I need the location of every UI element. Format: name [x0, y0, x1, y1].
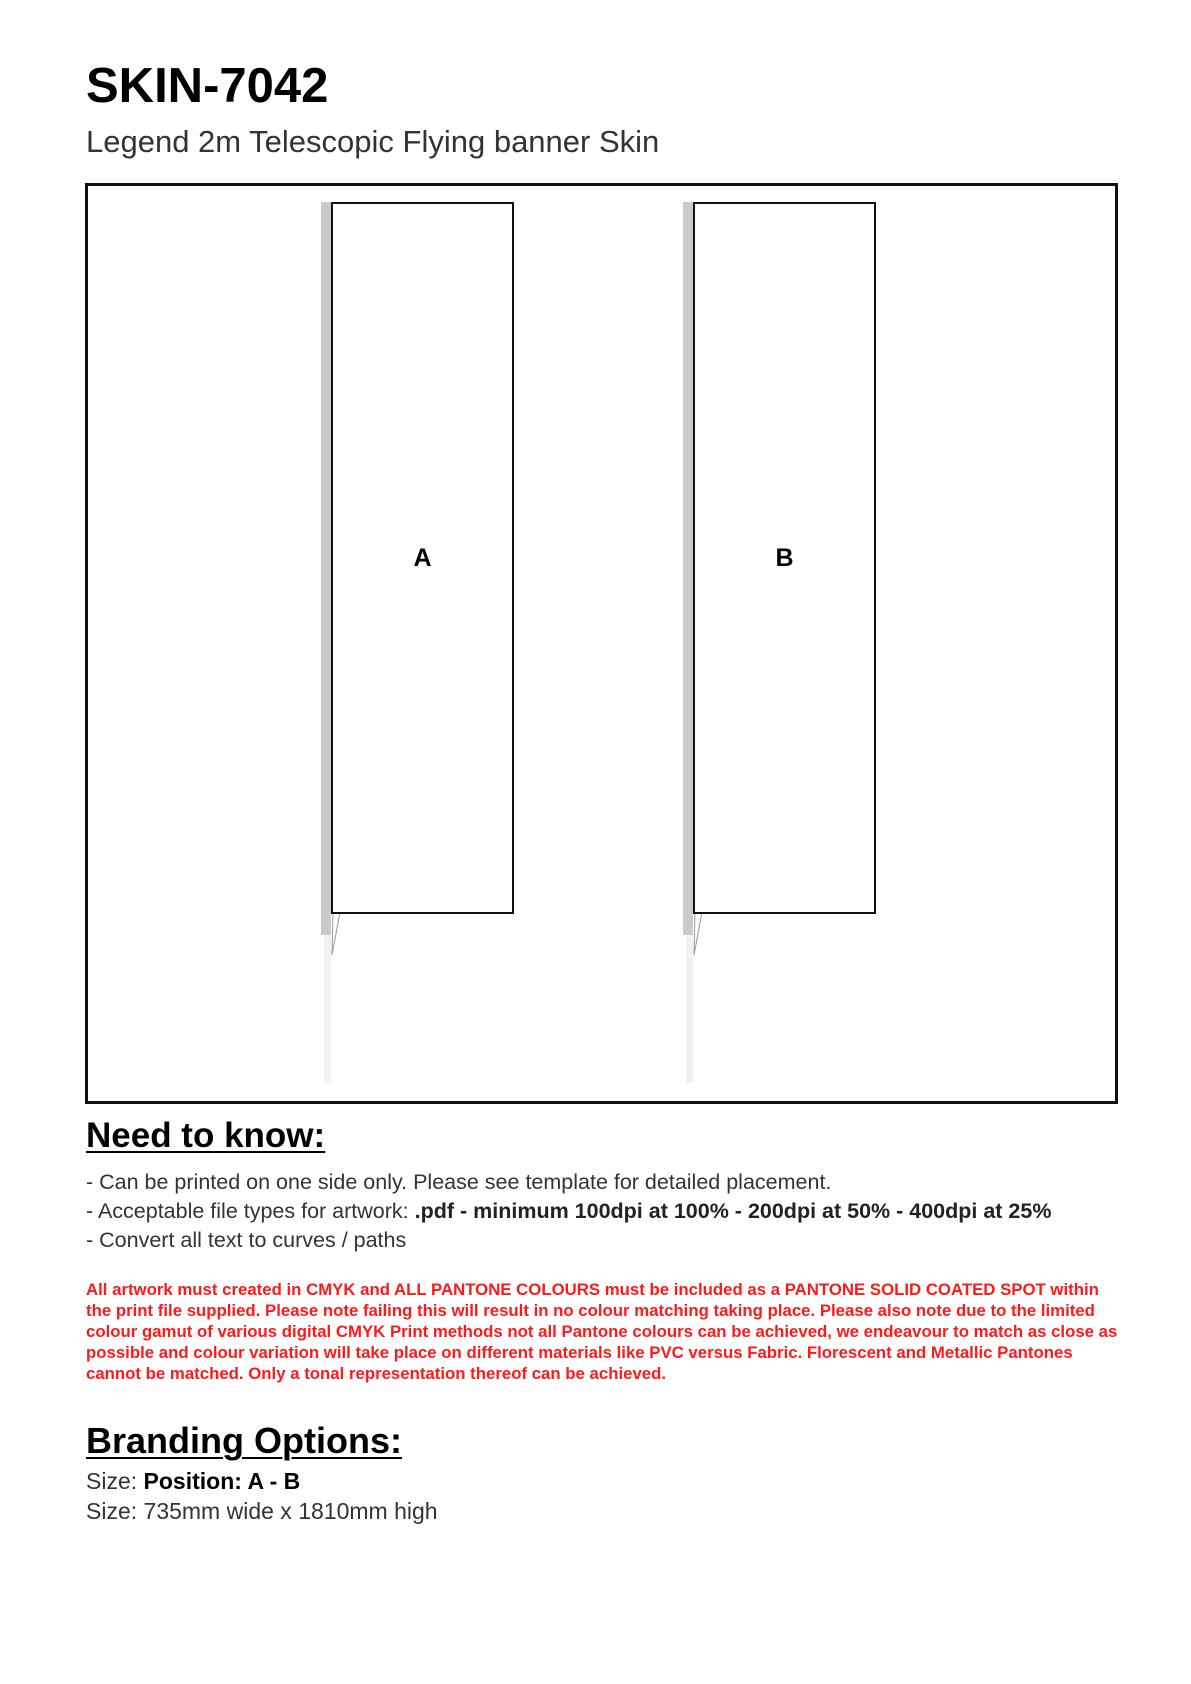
tie-line-b — [692, 910, 712, 960]
need-to-know-item — [86, 1168, 831, 1196]
panel-label-a: A — [413, 543, 432, 572]
panel-label-b: B — [775, 543, 794, 572]
item-text: - Acceptable file types for artwork: — [86, 1199, 415, 1223]
branding-position — [86, 1466, 300, 1496]
file-requirements: .pdf - minimum 100dpi at 100% - 200dpi at 50% - 400dpi at 25% — [414, 1199, 1052, 1223]
branding-options-heading: Branding Options: — [86, 1420, 402, 1461]
tie-line-a — [330, 910, 350, 960]
banner-panel-b — [693, 202, 876, 914]
need-to-know-item — [86, 1226, 406, 1254]
product-code-title: SKIN-7042 — [86, 59, 329, 113]
branding-size: Size: 735mm wide x 1810mm high — [86, 1498, 438, 1524]
pole-a — [321, 202, 331, 935]
banner-panel-a — [331, 202, 514, 914]
position-label: Size: — [86, 1468, 144, 1494]
template-frame — [85, 183, 1118, 1104]
item-text: - Convert all text to curves / paths — [86, 1228, 407, 1252]
item-text: - Can be printed on one side only. Please see template for detailed placement. — [86, 1170, 832, 1194]
need-to-know-item — [86, 1197, 1051, 1225]
pole-b — [683, 202, 693, 935]
position-value: Position: A - B — [143, 1468, 301, 1494]
colour-warning: All artwork must created in CMYK and ALL PANTONE COLOURS must be included as a PANTONE SOLID COATED SPOT within the print file supplied. Please note failing this will result in no colour matching taking place. Please also note due to the limited colour gamut of various digital CMYK Print methods not all Pantone colours can be achieved, we endeavour to match as close as possible and colour variation will take place on different materials like PVC versus Fabric. Florescent and Metallic Pantones cannot be matched. Only a tonal representation thereof can be achieved. — [86, 1280, 1118, 1383]
product-subtitle: Legend 2m Telescopic Flying banner Skin — [86, 124, 660, 159]
need-to-know-heading: Need to know: — [86, 1116, 326, 1155]
